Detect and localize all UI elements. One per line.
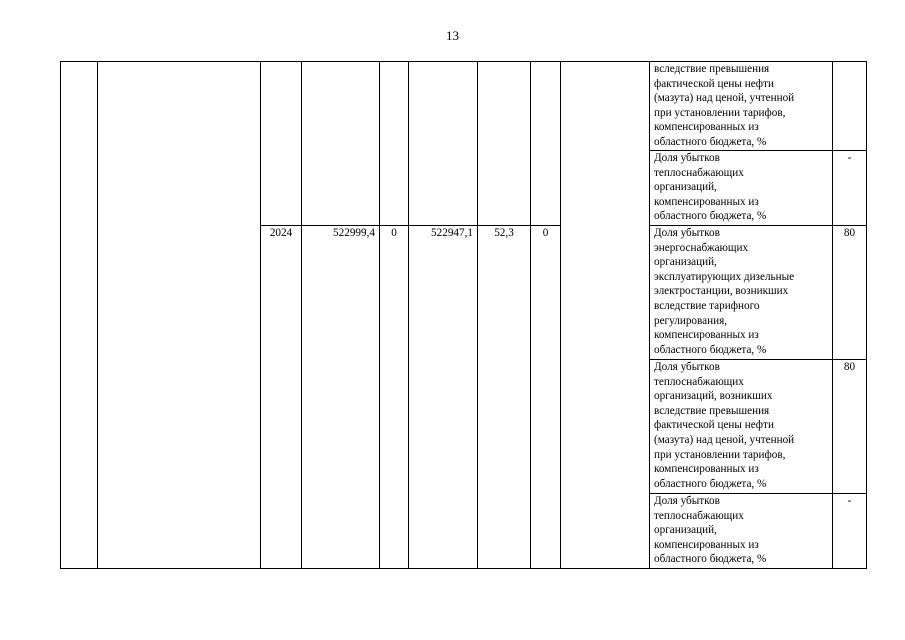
year-cell: 2024	[261, 226, 302, 569]
indicator-value: 80	[833, 360, 867, 494]
indicator-value: -	[833, 151, 867, 226]
executor-cell	[561, 62, 650, 569]
indicator-text: вследствие превышения фактической цены нефти (мазута) над ценой, учтенной при установлении тарифов, компенсированных из областного бюджета, %	[650, 62, 833, 151]
regional-cell-previous	[409, 62, 478, 226]
total-amount-cell: 522999,4	[302, 226, 380, 569]
local-cell-previous	[478, 62, 531, 226]
other-cell-previous	[531, 62, 561, 226]
row-number-cell	[61, 62, 98, 569]
indicator-value	[833, 62, 867, 151]
table-row	[61, 62, 867, 151]
federal-amount-cell: 0	[380, 226, 409, 569]
local-amount-cell: 52,3	[478, 226, 531, 569]
measure-name-cell	[98, 62, 261, 569]
federal-cell-previous	[380, 62, 409, 226]
regional-amount-cell: 522947,1	[409, 226, 478, 569]
indicator-value: -	[833, 494, 867, 569]
indicator-text: Доля убытков энергоснабжающих организаций, эксплуатирующих дизельные электростанции, возникших вследствие тарифного регулирования, компенсированных из областного бюджета, %	[650, 226, 833, 360]
program-table	[60, 61, 867, 569]
indicator-text: Доля убытков теплоснабжающих организаций, возникших вследствие превышения фактической цены нефти (мазута) над ценой, учтенной при установлении тарифов, компенсированных из областного бюджета, %	[650, 360, 833, 494]
indicator-text: Доля убытков теплоснабжающих организаций, компенсированных из областного бюджета, %	[650, 494, 833, 569]
indicator-value: 80	[833, 226, 867, 360]
year-cell-previous	[261, 62, 302, 226]
indicator-text: Доля убытков теплоснабжающих организаций, компенсированных из областного бюджета, %	[650, 151, 833, 226]
total-cell-previous	[302, 62, 380, 226]
indicators-table	[60, 61, 867, 569]
other-amount-cell: 0	[531, 226, 561, 569]
page-number: 13	[446, 28, 459, 43]
